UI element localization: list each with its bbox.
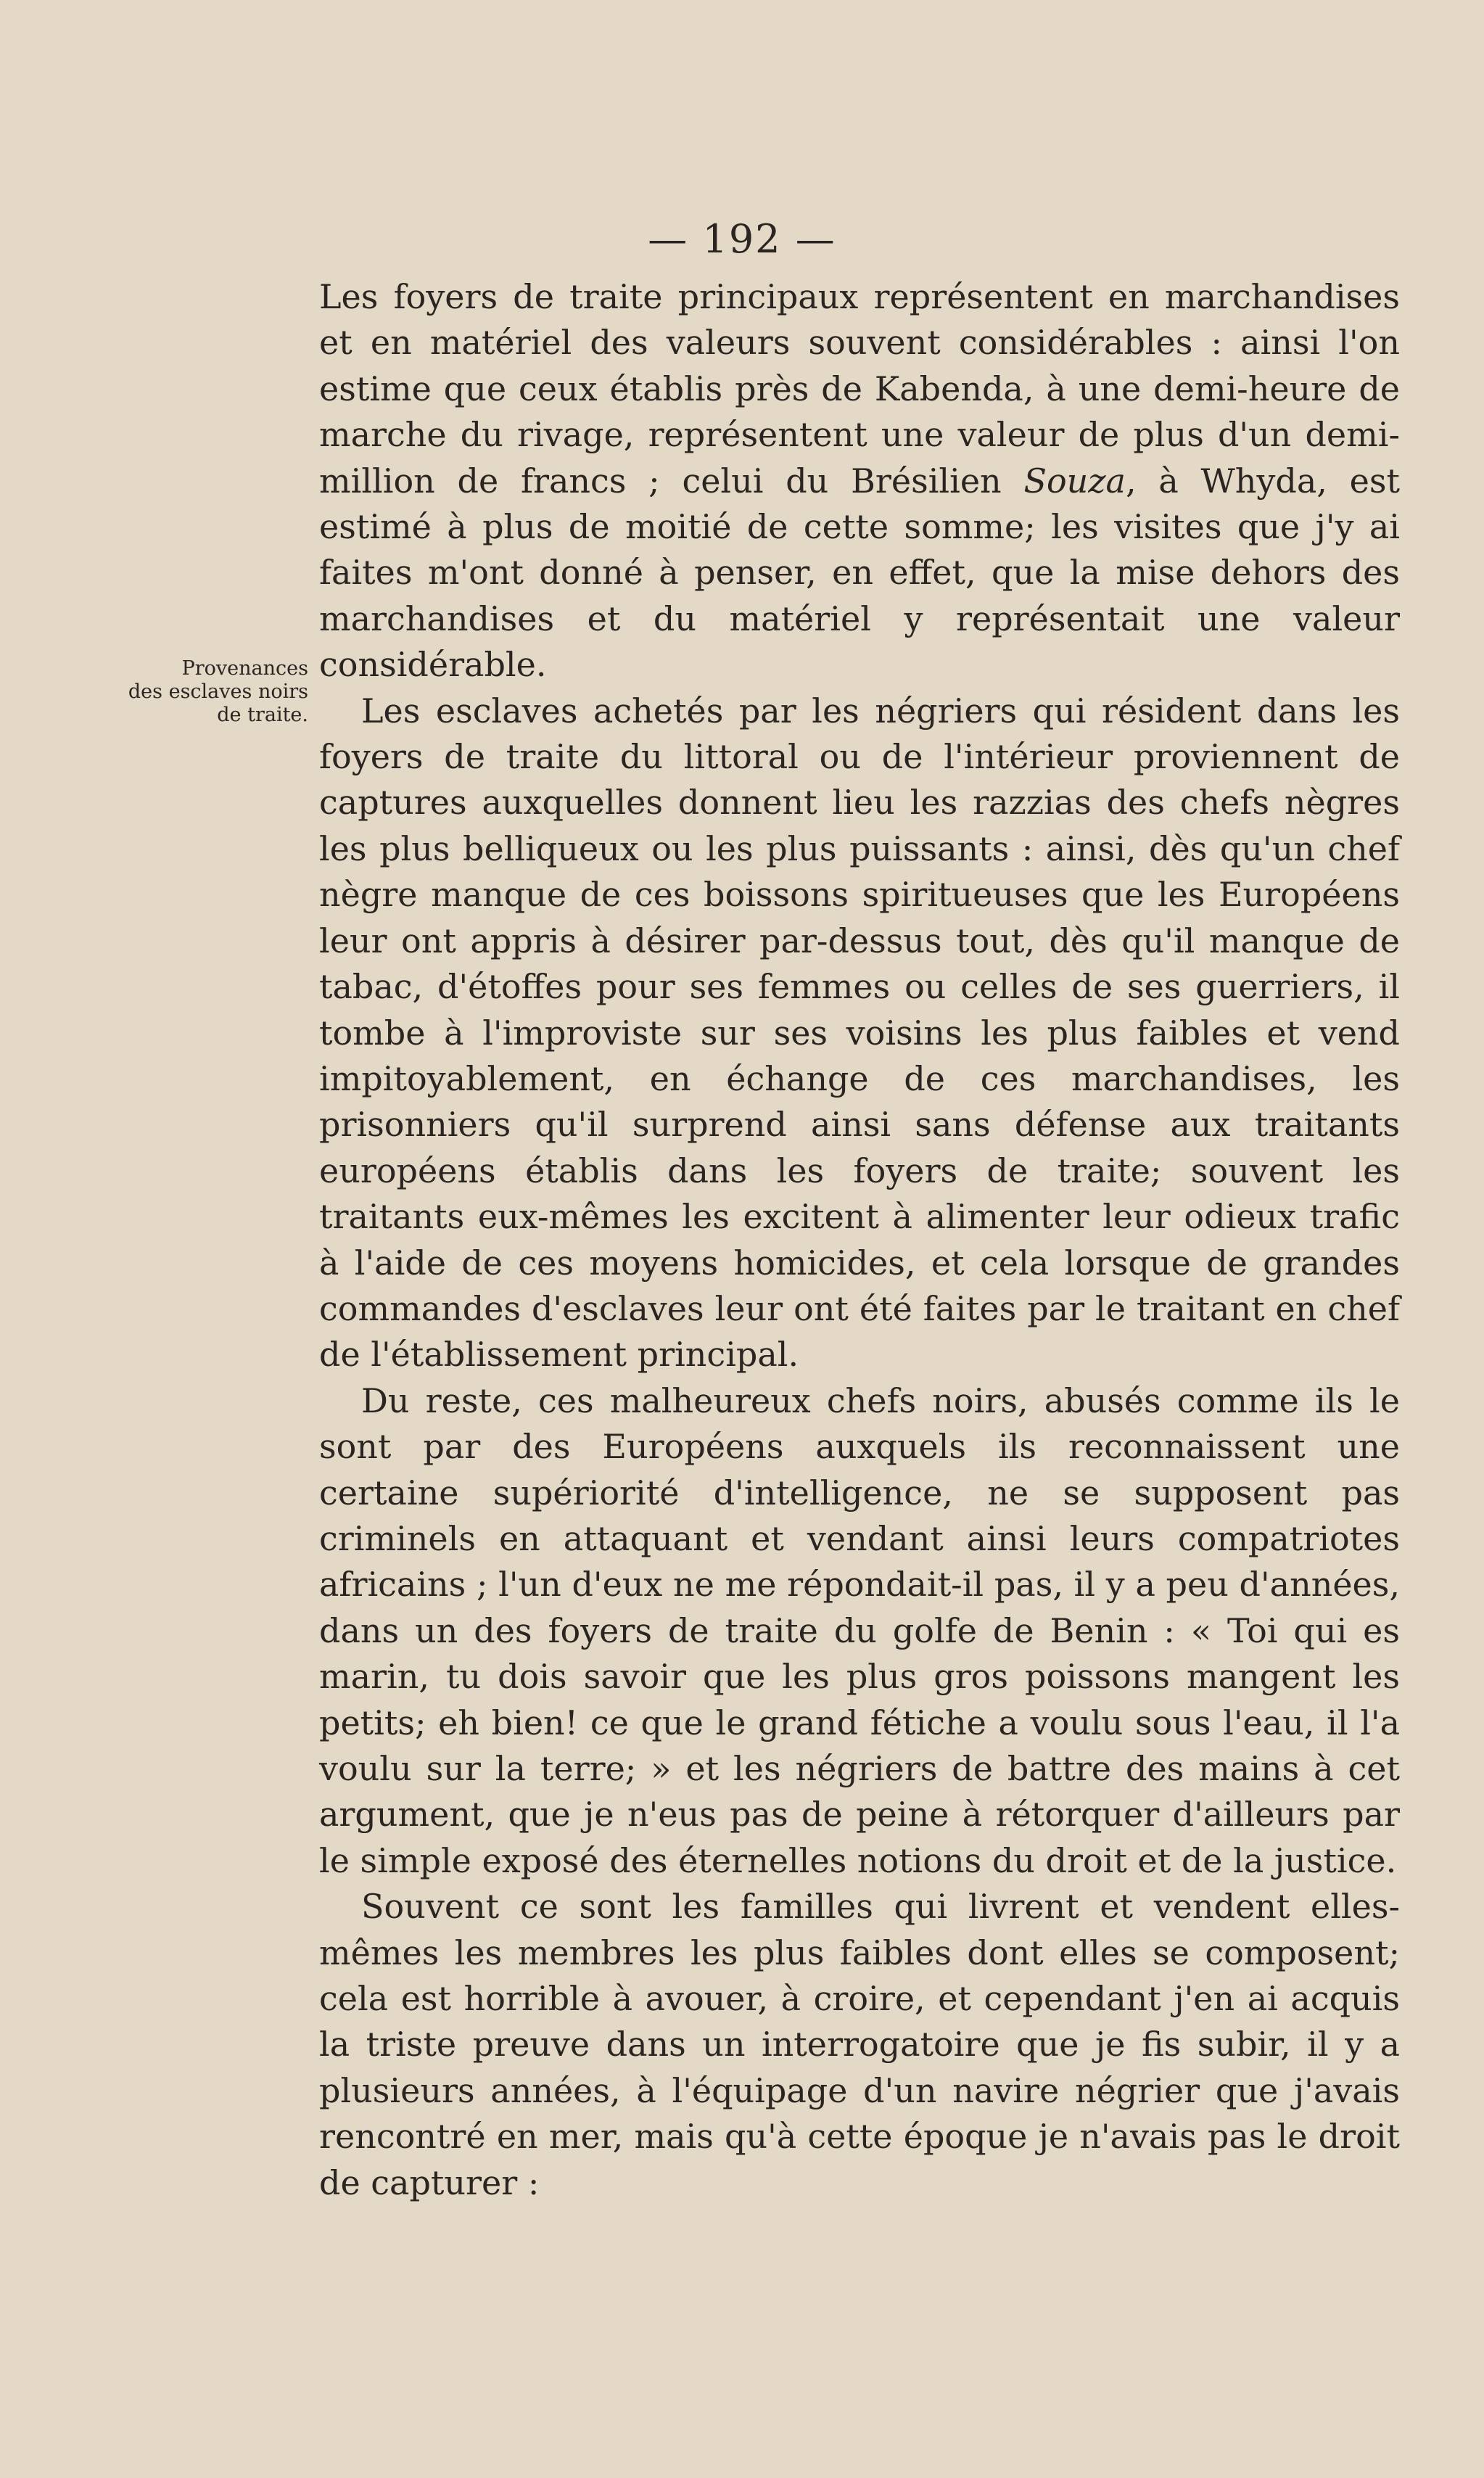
marginal-note-line: des esclaves noirs [128,680,308,703]
paragraph-esclaves: Les esclaves achetés par les négriers qui résident dans les foyers de traite du littoral ou de l'intérieur proviennent de captures auxquelles donnent lieu les razzias des chefs nègres les plus belliqueux ou les plus puissants : ainsi, dès qu'un chef nègre manque de ces boissons spiritueuses que les Européens leur ont appris à désirer par-dessus tout, dès qu'il manque de tabac, d'étoffes pour ses femmes ou celles de ses guerriers, il tombe à l'improviste sur ses voisins les plus faibles et vend impitoyablement, en échange de ces marchandises, les prisonniers qu'il surprend ainsi sans défense aux traitants européens établis dans les foyers de traite; souvent les traitants eux-mêmes les excitent à alimenter leur odieux trafic à l'aide de ces moyens homicides, et cela lorsque de grandes commandes d'esclaves leur ont été faites par le traitant en chef de l'établissement principal. [319,691,1400,1375]
paragraph-foyers [319,274,1400,688]
paragraph-familles: Souvent ce sont les familles qui livrent et vendent elles-mêmes les membres les plus faibles dont elles se composent; cela est horrible à avouer, à croire, et cependant j'en ai acquis la triste preuve dans un interrogatoire que je fis subir, il y a plusieurs années, à l'équipage d'un navire négrier que j'avais rencontré en mer, mais qu'à cette époque je n'avais pas le droit de capturer : [319,1887,1400,2202]
paragraph-text: Les foyers de traite principaux représentent en marchandises et en matériel des valeurs souvent considérables : ainsi l'on estime que ceux établis près de Kabenda, à une demi-heure de marche du rivage, représentent une valeur de plus d'un demi-million de francs ; celui du Brésilien [319,277,1400,501]
paragraph-chefs-noirs: Du reste, ces malheureux chefs noirs, abusés comme ils le sont par des Européens auxquels ils reconnaissent une certaine supériorité d'intelligence, ne se supposent pas criminels en attaquant et vendant ainsi leurs compatriotes africains ; l'un d'eux ne me répondait-il pas, il y a peu d'années, dans un des foyers de traite du golfe de Benin : « Toi qui es marin, tu dois savoir que les plus gros poissons mangent les petits; eh bien! ce que le grand fétiche a voulu sous l'eau, il l'a voulu sur la terre; » et les négriers de battre des mains à cet argument, que je n'eus pas de peine à rétorquer d'ailleurs par le simple exposé des éternelles notions du droit et de la justice. [319,1380,1400,1880]
italic-name: Souza [1023,461,1126,501]
marginal-note-line: de traite. [217,704,308,726]
body-text [319,274,1400,2206]
marginal-note [102,657,308,727]
marginal-note-line: Provenances [181,657,308,680]
page-number: — 192 — [648,216,836,262]
paragraph-text: , à Whyda, est estimé à plus de moitié de cette somme; les visites que j'y ai faites m'ont donné à penser, en effet, que la mise dehors des marchandises et du matériel y représentait une valeur considérable. [319,461,1400,685]
